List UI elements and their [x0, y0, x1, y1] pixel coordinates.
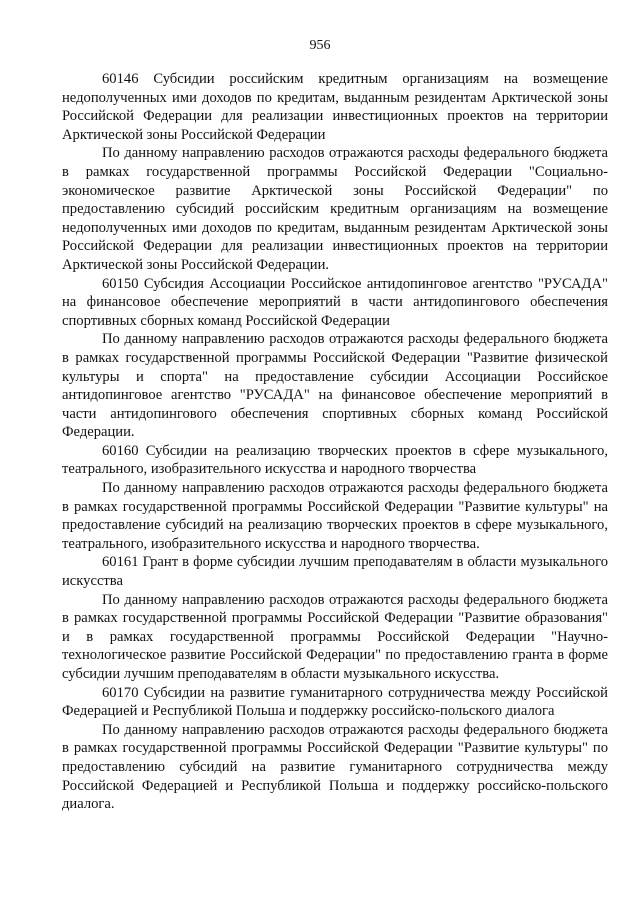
- document-body: [62, 70, 608, 814]
- paragraph-60170-description: По данному направлению расходов отражаются расходы федерального бюджета в рамках государственной программы Российской Федерации "Развитие культуры" по предоставлению субсидий на развитие гуманитарного сотрудничества между Российской Федерацией и Республикой Польша и поддержку российско-польского диалога.: [62, 721, 608, 813]
- paragraph-60170-heading: 60170 Субсидии на развитие гуманитарного сотрудничества между Российской Федерацией и Республикой Польша и поддержку российско-польского диалога: [62, 684, 608, 720]
- paragraph-60150-description: По данному направлению расходов отражаются расходы федерального бюджета в рамках государственной программы Российской Федерации "Развитие физической культуры и спорта" на предоставление субсидии Ассоциации Российское антидопинговое агентство "РУСАДА" на финансовое обеспечение мероприятий в части антидопингового обеспечения спортивных сборных команд Российской Федерации.: [62, 331, 608, 441]
- paragraph-60161-description: По данному направлению расходов отражаются расходы федерального бюджета в рамках государственной программы Российской Федерации "Развитие образования" и в рамках государственной программы Российской Федерации "Научно-технологическое развитие Российской Федерации" по предоставлению гранта в форме субсидии лучшим преподавателям в области музыкального искусства.: [62, 591, 608, 682]
- paragraph-60150-heading: 60150 Субсидия Ассоциации Российское антидопинговое агентство "РУСАДА" на финансовое обеспечение мероприятий в части антидопингового обеспечения спортивных сборных команд Российской Федерации: [62, 275, 608, 329]
- page-number: 956: [309, 38, 331, 53]
- paragraph-60146-description: По данному направлению расходов отражаются расходы федерального бюджета в рамках государственной программы Российской Федерации "Социально-экономическое развитие Арктической зоны Российской Федерации" по предоставлению субсидий российским кредитным организациям на возмещение недополученных ими доходов по кредитам, выданным резидентам Арктической зоны Российской Федерации для реализации инвестиционных проектов на территории Арктической зоны Российской Федерации.: [62, 145, 608, 273]
- paragraph-60160-heading: 60160 Субсидии на реализацию творческих проектов в сфере музыкального, театрального, изобразительного искусства и народного творчества: [62, 442, 608, 478]
- paragraph-60146-heading: 60146 Субсидии российским кредитным организациям на возмещение недополученных ими доходов по кредитам, выданным резидентам Арктической зоны Российской Федерации для реализации инвестиционных проектов на территории Арктической зоны Российской Федерации: [62, 71, 608, 143]
- paragraph-60161-heading: 60161 Грант в форме субсидии лучшим преподавателям в области музыкального искусства: [62, 554, 608, 590]
- paragraph-60160-description: По данному направлению расходов отражаются расходы федерального бюджета в рамках государственной программы Российской Федерации "Развитие культуры" на предоставление субсидий на реализацию творческих проектов в сфере музыкального, театрального, изобразительного искусства и народного творчества.: [62, 480, 608, 552]
